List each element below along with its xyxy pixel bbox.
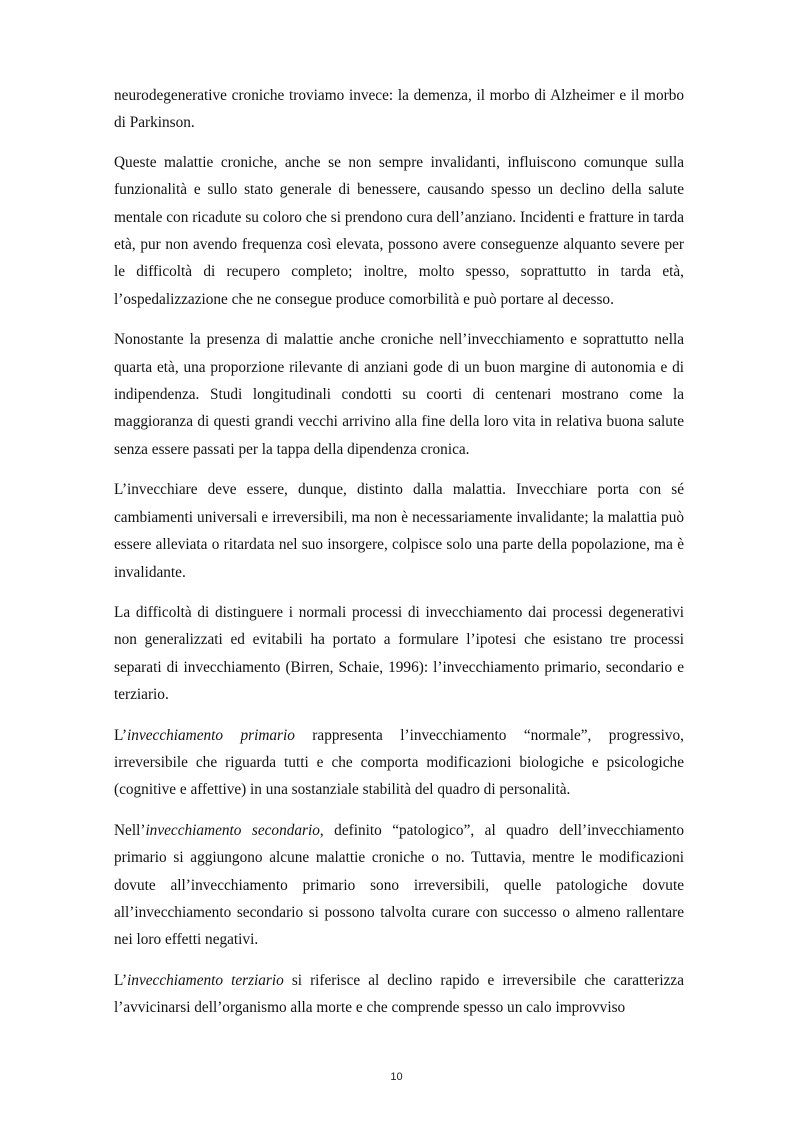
paragraph-4: L’invecchiare deve essere, dunque, distinto dalla malattia. Invecchiare porta con sé cambiamenti universali e irreversibili, ma non è necessariamente invalidante; la malattia può essere alleviata o ritardata nel suo insorgere, colpisce solo una parte della popolazione, ma è invalidante.: [114, 481, 684, 581]
body-text: [114, 82, 684, 1035]
paragraph-3: Nonostante la presenza di malattie anche croniche nell’invecchiamento e soprattutto nella quarta età, una proporzione rilevante di anziani gode di un buon margine di autonomia e di indipendenza. Studi longitudinali condotti su coorti di centenari mostrano come la maggioranza di questi grandi vecchi arrivino alla fine della loro vita in relativa buona salute senza essere passati per la tappa della dipendenza cronica.: [114, 331, 684, 458]
paragraph-6-text: rappresenta l’invecchiamento “normale”, progressivo, irreversibile che riguarda tutti e che comporta modificazioni biologiche e psicologiche (cognitive e affettive) in una sostanziale stabilità del quadro di personalità.: [114, 726, 684, 799]
paragraph-7-prefix: Nell’: [114, 821, 146, 839]
term-invecchiamento-terziario: invecchiamento terziario: [127, 971, 284, 989]
paragraph-8: [114, 967, 684, 1022]
paragraph-8-text: si riferisce al declino rapido e irreversibile che caratterizza l’avvicinarsi dell’organismo alla morte e che comprende spesso un calo improvviso: [114, 971, 684, 1017]
page-number: 10: [390, 1071, 403, 1083]
paragraph-6: [114, 722, 684, 804]
paragraph-7-text: , definito “patologico”, al quadro dell’invecchiamento primario si aggiungono alcune malattie croniche o no. Tuttavia, mentre le modificazioni dovute all’invecchiamento primario sono irreversibili, quelle patologiche dovute all’invecchiamento secondario si possono talvolta curare con successo o almeno rallentare nei loro effetti negativi.: [114, 821, 684, 949]
paragraph-7: [114, 817, 684, 954]
paragraph-1: neurodegenerative croniche troviamo invece: la demenza, il morbo di Alzheimer e il morbo di Parkinson.: [114, 87, 684, 132]
paragraph-5: La difficoltà di distinguere i normali processi di invecchiamento dai processi degenerativi non generalizzati ed evitabili ha portato a formulare l’ipotesi che esistano tre processi separati di invecchiamento (Birren, Schaie, 1996): l’invecchiamento primario, secondario e terziario.: [114, 603, 684, 704]
term-invecchiamento-primario: invecchiamento primario: [127, 726, 295, 744]
paragraph-8-prefix: L’: [114, 971, 128, 989]
term-invecchiamento-secondario: invecchiamento secondario: [145, 821, 320, 839]
paragraph-6-prefix: L’: [114, 726, 128, 744]
paragraph-2: Queste malattie croniche, anche se non sempre invalidanti, influiscono comunque sulla funzionalità e sullo stato generale di benessere, causando spesso un declino della salute mentale con ricadute su coloro che si prendono cura dell’anziano. Incidenti e fratture in tarda età, pur non avendo frequenza così elevata, possono avere conseguenze alquanto severe per le difficoltà di recupero completo; inoltre, molto spesso, soprattutto in tarda età, l’ospedalizzazione che ne consegue produce comorbilità e può portare al decesso.: [114, 153, 684, 308]
